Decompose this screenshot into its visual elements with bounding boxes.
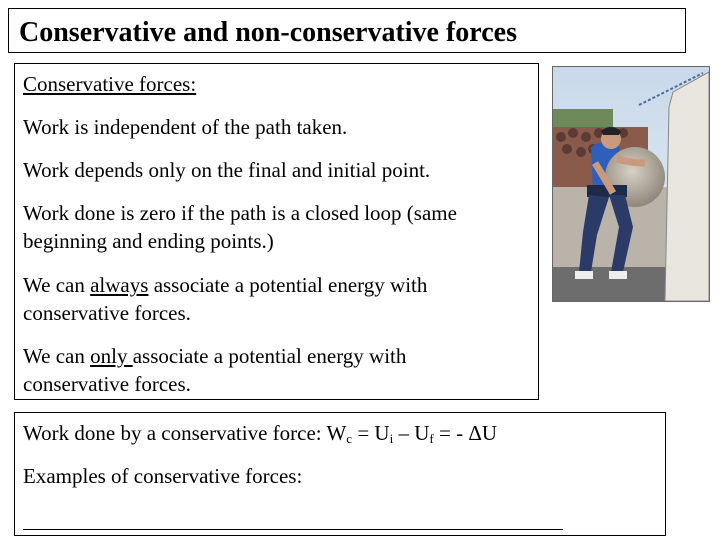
always-emph: always	[90, 273, 149, 297]
only-line2: conservative forces.	[23, 372, 191, 396]
answer-blank-line	[23, 529, 563, 530]
statement-only	[23, 342, 406, 398]
examples-prompt: Examples of conservative forces:	[23, 464, 303, 488]
heading-text: Conservative forces:	[23, 72, 197, 96]
always-post: associate a potential energy with	[148, 273, 428, 297]
strongman-lifting-stone-photo-icon	[553, 67, 709, 301]
statement-always	[23, 271, 427, 327]
always-line2: conservative forces.	[23, 301, 191, 325]
always-pre: We can	[23, 273, 91, 297]
formula-eq2: = - ΔU	[433, 421, 497, 445]
conservative-forces-box	[14, 63, 539, 400]
conservative-work-formula	[23, 419, 497, 447]
formula-box	[14, 412, 666, 536]
sub-f: f	[429, 431, 434, 446]
formula-minus: – U	[393, 421, 430, 445]
sub-i: i	[389, 431, 394, 446]
statement-path-independent: Work is independent of the path taken.	[23, 115, 348, 139]
strongman-photo	[552, 66, 710, 302]
statement-endpoints: Work depends only on the final and initial point.	[23, 158, 431, 182]
box1-heading	[23, 70, 196, 98]
statement-closed-loop	[23, 199, 457, 255]
slide-title: Conservative and non-conservative forces	[19, 17, 517, 48]
sub-c: c	[346, 431, 353, 446]
title-box	[8, 8, 686, 53]
closed-loop-line2: beginning and ending points.)	[23, 229, 274, 253]
formula-text: Work done by a conservative force: W	[23, 421, 347, 445]
only-post: associate a potential energy with	[132, 344, 407, 368]
formula-eq1: = U	[352, 421, 390, 445]
only-emph: only	[90, 344, 133, 368]
closed-loop-line1: Work done is zero if the path is a closed loop (same	[23, 201, 457, 225]
only-pre: We can	[23, 344, 91, 368]
